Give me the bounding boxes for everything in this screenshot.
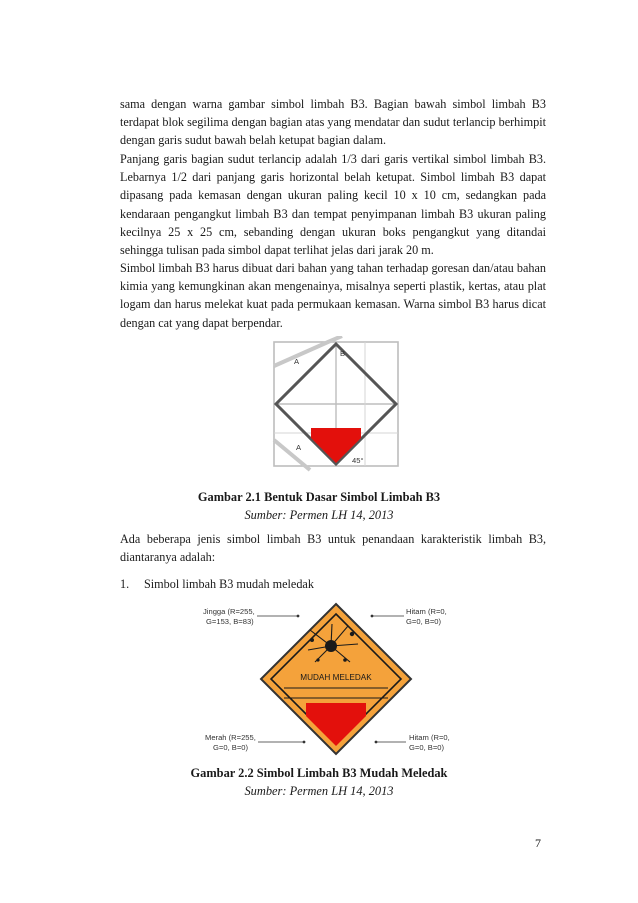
label-angle: 45° [352,456,364,465]
paragraph-1: sama dengan warna gambar simbol limbah B3. Bagian bawah simbol limbah B3 terdapat blok segilima dengan bagian atas yang mendatar dan sudut terlancip berhimpit dengan garis sudut bawah belah ketupat bagian dalam. [120,97,546,148]
red-pentagon [306,703,366,746]
pointer-orange-dot [297,615,300,618]
annotation-black-top-line2: G=0, B=0) [406,617,442,626]
figure-2-caption: Gambar 2.2 Simbol Limbah B3 Mudah Meledak [190,766,448,780]
pointer-black-bottom-dot [375,741,378,744]
label-a-top: A [294,357,300,366]
label-b: B [340,349,346,358]
figure-1-caption: Gambar 2.1 Bentuk Dasar Simbol Limbah B3 [197,490,441,504]
list-item [120,575,546,593]
annotation-black-bottom-line2: G=0, B=0) [409,743,445,752]
annotation-black-top-line1: Hitam (R=0, [406,607,447,616]
fragment-1 [310,638,314,642]
pointer-black-top-dot [371,615,374,618]
fragment-3 [343,658,347,662]
figure-explosive-symbol [200,600,472,760]
paragraph-4: Ada beberapa jenis simbol limbah B3 untuk penandaan karakteristik limbah B3, diantaranya adalah: [120,532,546,565]
annotation-orange-line2: G=153, B=83) [206,617,254,626]
fragment-4 [316,658,319,661]
pointer-red-dot [303,741,306,744]
paragraph-3: Simbol limbah B3 harus dibuat dari bahan yang tahan terhadap goresan dan/atau bahan kimia yang kemungkinan akan mengenainya, misalnya seperti plastik, kertas, atau plat logam dan harus melekat kuat pada permukaan kemasan. Warna simbol B3 harus dicat dengan cat yang dapat berpendar. [120,261,546,330]
annotation-orange-line1: Jingga (R=255, [203,607,255,616]
fragment-2 [350,632,354,636]
annotation-red-line2: G=0, B=0) [213,743,249,752]
page-number: 7 [535,836,541,850]
mudah-meledak-label: MUDAH MELEDAK [300,673,372,682]
annotation-red-line1: Merah (R=255, [205,733,256,742]
paragraph-2: Panjang garis bagian sudut terlancip adalah 1/3 dari garis vertikal simbol limbah B3. Lebarnya 1/2 dari panjang garis horizontal belah ketupat. Simbol limbah B3 dapat dipasang pada kemasan dengan ukuran paling kecil 10 x 10 cm, sedangkan pada kendaraan pengangkut limbah B3 dan tempat penyimpanan limbah B3 ukuran paling kecilnya 25 x 25 cm, sebanding dengan ukuran boks pengangkut yang ditandai sehingga tulisan pada simbol dapat terlihat jelas dari jarak 20 m. [120,152,546,258]
figure-2-source: Sumber: Permen LH 14, 2013 [244,784,394,798]
diagonal-band-top [274,336,342,366]
list-item-number: 1. [120,577,130,591]
label-a-bottom: A [296,443,302,452]
annotation-black-bottom-line1: Hitam (R=0, [409,733,450,742]
figure-basic-symbol [268,336,404,472]
figure-1-source: Sumber: Permen LH 14, 2013 [244,508,394,522]
list-item-text: Simbol limbah B3 mudah meledak [144,577,314,591]
